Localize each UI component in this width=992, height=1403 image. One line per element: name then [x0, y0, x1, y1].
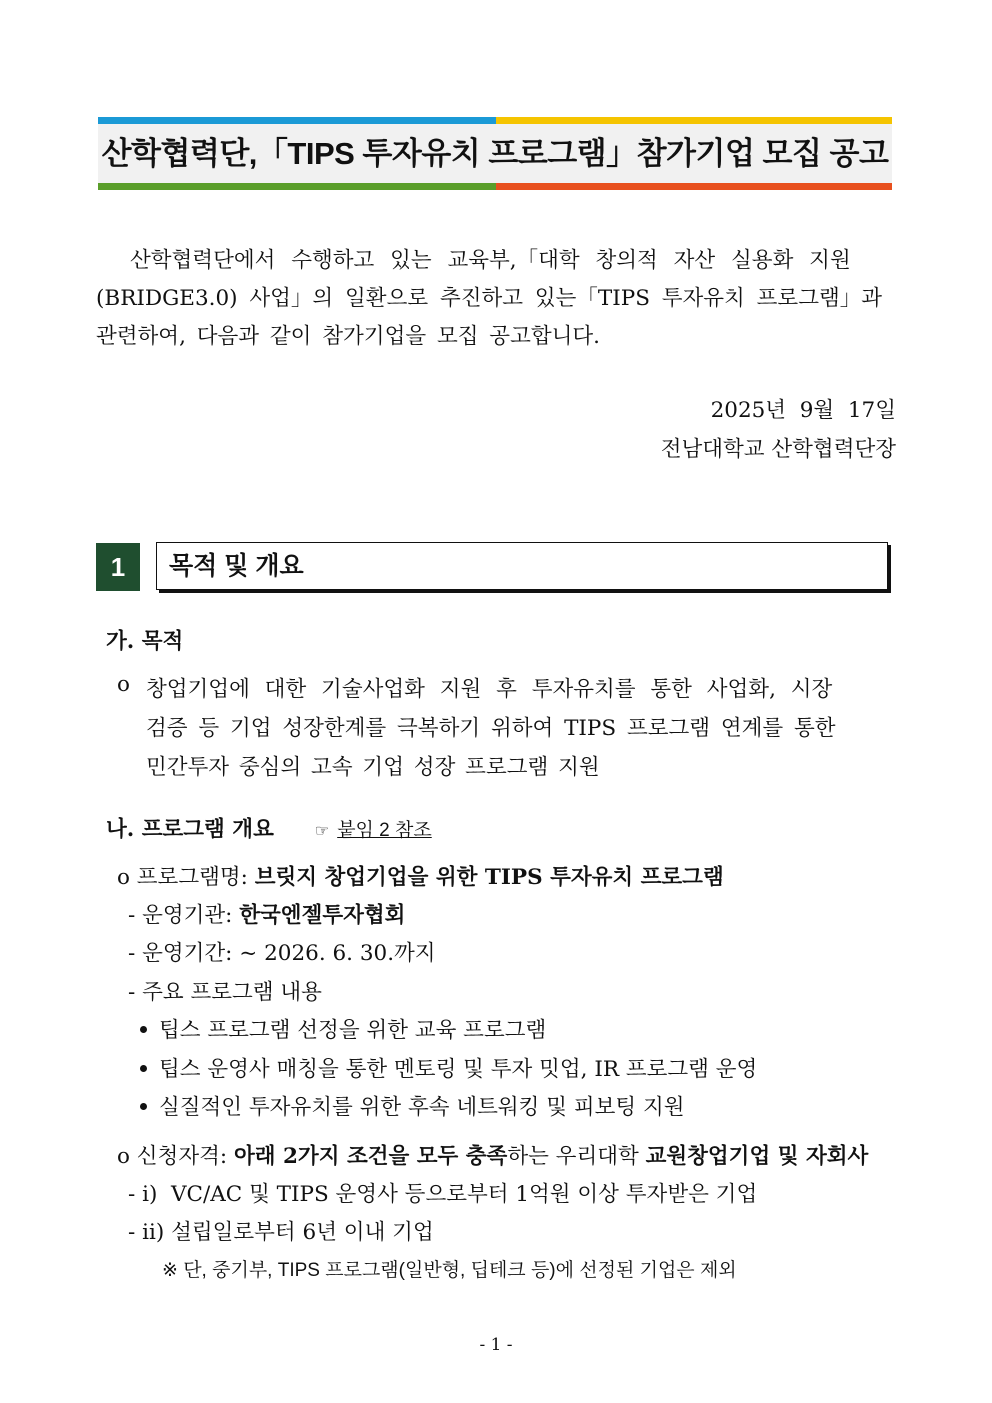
condition-item: - ii) 설립일로부터 6년 이내 기업 — [128, 1220, 434, 1245]
content-item — [140, 1013, 546, 1044]
bullet-icon — [140, 1026, 147, 1033]
overview-heading: 나. 프로그램 개요 — [106, 817, 274, 842]
operation-period: - 운영기간: ~ 2026. 6. 30.까지 — [128, 941, 436, 966]
operator-row — [128, 898, 405, 929]
intro-line: 관련하여, 다음과 같이 참가기업을 모집 공고합니다. — [96, 324, 600, 349]
page-title: 산학협력단,「TIPS 투자유치 프로그램」참가기업 모집 공고 — [101, 136, 889, 171]
attachment-reference: 붙임 2 참조 — [337, 820, 432, 841]
purpose-line: 창업기업에 대한 기술사업화 지원 후 투자유치를 통한 사업화, 시장 — [146, 677, 833, 702]
program-name-label: o 프로그램명: — [117, 865, 255, 890]
purpose-marker: o — [117, 672, 130, 697]
content-item-text: 팁스 운영사 매칭을 통한 멘토링 및 투자 밋업, IR 프로그램 운영 — [159, 1057, 758, 1082]
title-banner — [98, 117, 892, 190]
eligibility-label: o 신청자격: — [117, 1144, 234, 1169]
eligibility-condition: 아래 2가지 조건을 모두 충족 — [233, 1144, 508, 1169]
banner-bar-yellow — [496, 117, 892, 124]
page-number: - 1 - — [479, 1335, 513, 1355]
overview-heading-row — [106, 812, 432, 843]
contents-label: - 주요 프로그램 내용 — [128, 980, 322, 1005]
exclusion-note: ※ 단, 중기부, TIPS 프로그램(일반형, 딥테크 등)에 선정된 기업은 제외 — [162, 1260, 737, 1281]
operator-name: 한국엔젤투자협회 — [239, 903, 406, 928]
banner-bar-blue — [98, 117, 496, 124]
section-number: 1 — [96, 543, 140, 591]
pointing-hand-icon: ☞ — [314, 821, 330, 840]
announcement-date: 2025년 9월 17일 — [710, 398, 896, 423]
section-title: 목적 및 개요 — [169, 552, 304, 580]
purpose-heading: 가. 목적 — [106, 629, 184, 654]
section-header-box — [156, 542, 888, 590]
condition-item: - i) VC/AC 및 TIPS 운영사 등으로부터 1억원 이상 투자받은 기업 — [128, 1182, 758, 1207]
eligibility-row — [117, 1139, 868, 1170]
purpose-line: 검증 등 기업 성장한계를 극복하기 위하여 TIPS 프로그램 연계를 통한 — [146, 716, 836, 741]
content-item — [140, 1052, 757, 1083]
program-name: 브릿지 창업기업을 위한 TIPS 투자유치 프로그램 — [254, 865, 724, 890]
signer: 전남대학교 산학협력단장 — [660, 437, 896, 462]
bullet-icon — [140, 1065, 147, 1072]
content-item — [140, 1090, 685, 1121]
operator-label: - 운영기관: — [128, 903, 240, 928]
intro-line: 산학협력단에서 수행하고 있는 교육부,「대학 창의적 자산 실용화 지원 — [130, 248, 851, 273]
program-name-row — [117, 860, 724, 891]
eligibility-mid: 하는 우리대학 — [507, 1144, 646, 1169]
content-item-text: 실질적인 투자유치를 위한 후속 네트워킹 및 피보팅 지원 — [159, 1095, 685, 1120]
content-item-text: 팁스 프로그램 선정을 위한 교육 프로그램 — [159, 1018, 547, 1043]
intro-paragraph — [96, 242, 896, 356]
purpose-line: 민간투자 중심의 고속 기업 성장 프로그램 지원 — [146, 755, 600, 780]
eligibility-target: 교원창업기업 및 자회사 — [645, 1144, 869, 1169]
intro-line: (BRIDGE3.0) 사업」의 일환으로 추진하고 있는「TIPS 투자유치 프로그램」과 — [96, 286, 883, 311]
banner-bar-green — [98, 183, 496, 190]
bullet-icon — [140, 1103, 147, 1110]
banner-bar-orange — [496, 183, 892, 190]
